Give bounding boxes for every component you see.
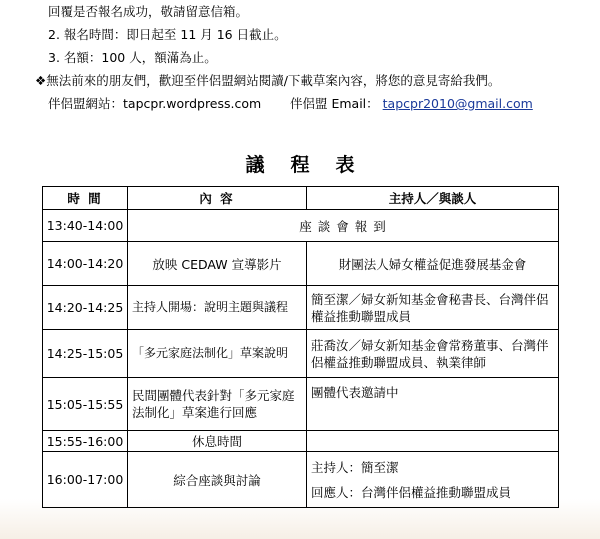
email-label: 伴侶盟 Email： [290,96,379,111]
table-header-row [43,187,559,210]
row-content: 放映 CEDAW 宣導影片 [128,242,307,286]
table-row [43,431,559,452]
table-row [43,242,559,286]
intro-line-registration-time: 2. 報名時間：即日起至 11 月 16 日截止。 [48,27,287,42]
row-content: 休息時間 [128,431,307,452]
row-time: 14:20-14:25 [43,286,128,330]
row-content: 主持人開場：說明主題與議程 [128,286,307,330]
row-content: 民間團體代表針對「多元家庭法制化」草案進行回應 [128,378,307,431]
row-time: 15:55-16:00 [43,431,128,452]
schedule-table [42,186,559,508]
row-content: 「多元家庭法制化」草案說明 [128,330,307,378]
row-host-line: 回應人：台灣伴侶權益推動聯盟成員 [311,484,512,500]
table-row [43,286,559,330]
row-time: 16:00-17:00 [43,452,128,508]
intro-line-quota: 3. 名額：100 人，額滿為止。 [48,50,217,65]
row-host: 團體代表邀請中 [307,378,559,431]
row-time: 14:00-14:20 [43,242,128,286]
table-row [43,378,559,431]
schedule-title: 議程表 [245,154,381,176]
row-time: 13:40-14:00 [43,210,128,242]
header-time: 時 間 [43,187,128,210]
notice-text: 無法前來的朋友們，歡迎至伴侶盟網站閱讀/下載草案內容，將您的意見寄給我們。 [46,73,501,88]
email-link[interactable]: tapcpr2010@gmail.com [382,96,533,111]
row-merged: 座 談 會 報 到 [128,210,559,242]
row-host: 簡至潔／婦女新知基金會秘書長、台灣伴侶權益推動聯盟成員 [307,286,559,330]
row-host [307,431,559,452]
website-link[interactable]: tapcpr.wordpress.com [123,96,262,111]
row-time: 15:05-15:55 [43,378,128,431]
row-host-cell [307,452,559,508]
table-row [43,452,559,508]
table-row [43,210,559,242]
bullet-diamond-icon: ❖ [35,73,47,88]
row-content: 綜合座談與討論 [128,452,307,508]
intro-line-notice [35,73,500,89]
email-line [290,96,533,112]
row-host: 莊喬汝／婦女新知基金會常務董事、台灣伴侶權益推動聯盟成員、執業律師 [307,330,559,378]
intro-line-reply: 回覆是否報名成功，敬請留意信箱。 [48,4,249,19]
row-host: 財團法人婦女權益促進發展基金會 [307,242,559,286]
contact-line [48,96,261,112]
row-time: 14:25-15:05 [43,330,128,378]
table-row [43,330,559,378]
header-host: 主持人／與談人 [307,187,559,210]
website-label: 伴侶盟網站： [48,96,124,111]
header-content: 內 容 [128,187,307,210]
row-host-line: 主持人：簡至潔 [311,459,399,475]
